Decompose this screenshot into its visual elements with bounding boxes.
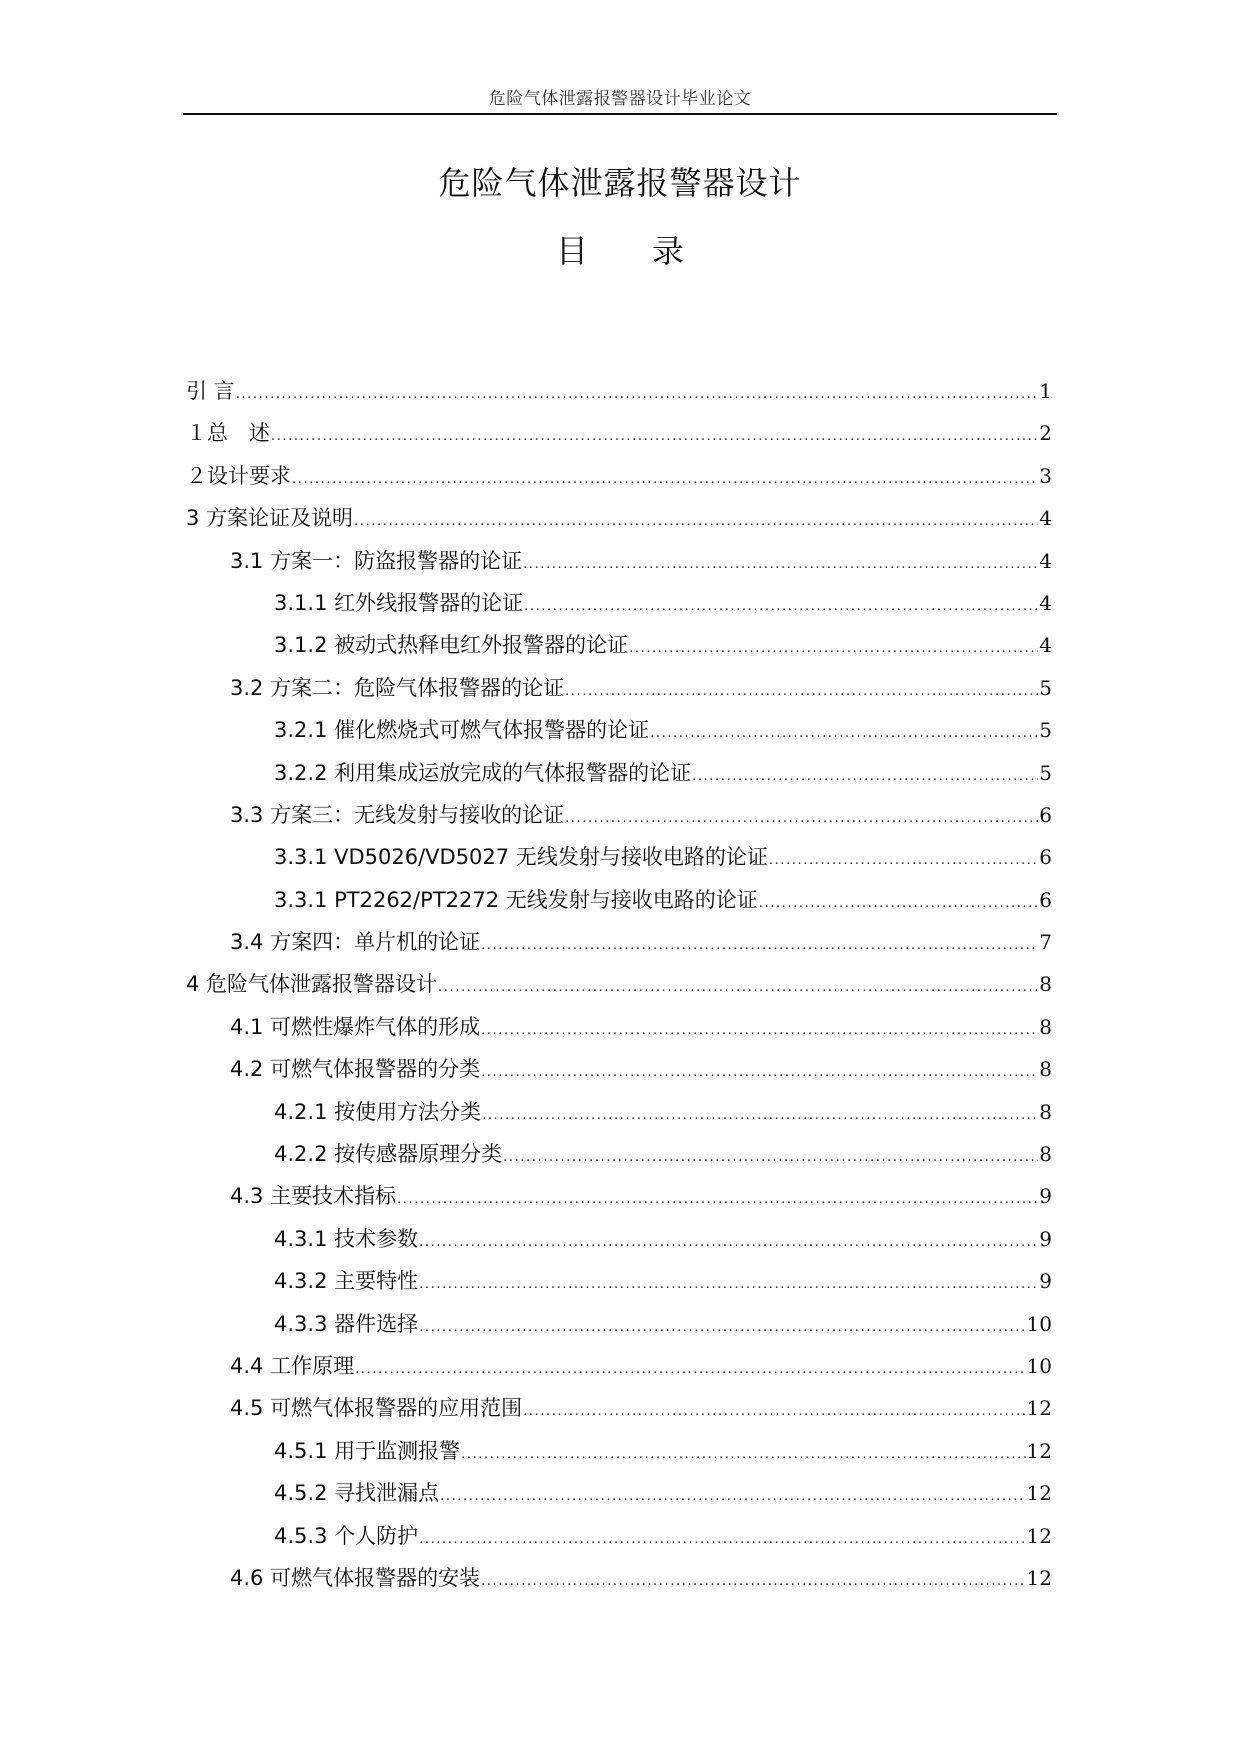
document-title: 危险气体泄露报警器设计 [438,164,802,202]
toc-dot-leader [481,1561,1025,1603]
toc-entry[interactable] [186,752,1052,794]
toc-dot-leader [419,1307,1025,1349]
toc-entry-page-number: 4 [1039,633,1052,658]
toc-entry-page-number: 12 [1026,1565,1052,1590]
toc-entry-title: 4.3.1 技术参数 [274,1226,419,1251]
running-header: 危险气体泄露报警器设计毕业论文 [488,89,752,109]
toc-dot-leader [523,544,1038,586]
toc-dot-leader [481,1052,1038,1094]
toc-entry-title: 4.5.3 个人防护 [274,1523,419,1548]
toc-entry[interactable] [186,1472,1052,1514]
toc-entry-page-number: 10 [1026,1311,1052,1336]
toc-entry-page-number: 3 [1039,463,1052,488]
toc-entry[interactable] [186,497,1052,539]
toc-dot-leader [397,1179,1038,1221]
toc-entry-page-number: 8 [1039,972,1052,997]
toc-dot-leader [355,1349,1025,1391]
toc-entry[interactable] [186,836,1052,878]
toc-entry[interactable] [186,1387,1052,1429]
toc-entry-title: 3.4 方案四：单片机的论证 [230,930,481,955]
toc-entry[interactable] [186,1345,1052,1387]
toc-entry-title: １总 述 [186,421,270,446]
toc-entry-page-number: 8 [1039,1142,1052,1167]
toc-entry-title: 3.1.1 红外线报警器的论证 [274,590,524,615]
toc-entry-page-number: 6 [1039,887,1052,912]
toc-dot-leader [236,374,1039,416]
toc-entry[interactable] [186,1091,1052,1133]
toc-entry-page-number: 8 [1039,1057,1052,1082]
toc-entry-page-number: 12 [1026,1396,1052,1421]
toc-dot-leader [419,1222,1038,1264]
toc-entry-title: 4.5.1 用于监测报警 [274,1438,461,1463]
toc-dot-leader [482,1095,1038,1137]
toc-dot-leader [419,1519,1025,1561]
toc-dot-leader [440,1476,1025,1518]
toc-dot-leader [769,840,1038,882]
toc-entry-title: 4.3.2 主要特性 [274,1269,419,1294]
toc-dot-leader [461,1434,1025,1476]
toc-entry[interactable] [186,794,1052,836]
toc-entry-title: 4.5 可燃气体报警器的应用范围 [230,1396,523,1421]
toc-entry[interactable] [186,1175,1052,1217]
toc-entry-page-number: 12 [1026,1438,1052,1463]
toc-entry-title: 4 危险气体泄露报警器设计 [186,972,438,997]
toc-entry-page-number: 2 [1039,421,1052,446]
toc-entry-page-number: 8 [1039,1099,1052,1124]
toc-entry-title: 3.2.2 利用集成运放完成的气体报警器的论证 [274,760,692,785]
toc-dot-leader [524,586,1038,628]
toc-dot-leader [354,501,1038,543]
toc-dot-leader [759,883,1039,925]
toc-entry-title: 4.5.2 寻找泄漏点 [274,1481,440,1506]
toc-entry-title: 4.3 主要技术指标 [230,1184,397,1209]
toc-entry[interactable] [186,455,1052,497]
toc-entry-title: 3.1 方案一：防盗报警器的论证 [230,548,523,573]
toc-entry-title: 4.2.1 按使用方法分类 [274,1099,482,1124]
toc-entry-title: 4.1 可燃性爆炸气体的形成 [230,1014,481,1039]
toc-entry-title: 3.3 方案三：无线发射与接收的论证 [230,802,565,827]
toc-entry[interactable] [186,540,1052,582]
toc-entry-page-number: 7 [1039,930,1052,955]
toc-entry[interactable] [186,921,1052,963]
toc-entry[interactable] [186,412,1052,454]
toc-entry[interactable] [186,370,1052,412]
toc-heading: 目 录 [555,232,684,270]
toc-dot-leader [292,459,1038,501]
toc-entry-title: 4.4 工作原理 [230,1353,355,1378]
toc-entry[interactable] [186,667,1052,709]
table-of-contents [186,370,1052,1599]
toc-entry-page-number: 9 [1039,1226,1052,1251]
toc-dot-leader [419,1264,1038,1306]
toc-entry-title: ２设计要求 [186,463,291,488]
toc-entry-page-number: 5 [1039,675,1052,700]
toc-entry[interactable] [186,709,1052,751]
toc-entry[interactable] [186,1303,1052,1345]
toc-entry[interactable] [186,1515,1052,1557]
toc-dot-leader [565,671,1038,713]
toc-entry-page-number: 12 [1026,1481,1052,1506]
toc-entry[interactable] [186,1006,1052,1048]
toc-dot-leader [523,1391,1025,1433]
toc-dot-leader [481,925,1038,967]
toc-entry[interactable] [186,879,1052,921]
toc-entry[interactable] [186,963,1052,1005]
toc-entry-page-number: 12 [1026,1523,1052,1548]
toc-entry[interactable] [186,1133,1052,1175]
toc-dot-leader [650,713,1038,755]
toc-entry-title: 3.2.1 催化燃烧式可燃气体报警器的论证 [274,718,650,743]
toc-entry-title: 4.2.2 按传感器原理分类 [274,1142,503,1167]
toc-entry[interactable] [186,1048,1052,1090]
toc-entry-title: 4.6 可燃气体报警器的安装 [230,1565,481,1590]
toc-entry-page-number: 6 [1039,845,1052,870]
toc-dot-leader [692,756,1038,798]
toc-dot-leader [438,967,1038,1009]
toc-entry-title: 3.2 方案二：危险气体报警器的论证 [230,675,565,700]
toc-entry-page-number: 5 [1039,718,1052,743]
toc-entry-title: 3 方案论证及说明 [186,506,354,531]
toc-entry-title: 引 言 [186,379,235,403]
toc-dot-leader [481,1010,1038,1052]
toc-entry-title: 4.3.3 器件选择 [274,1311,419,1336]
toc-entry-title: 3.3.1 VD5026/VD5027 无线发射与接收电路的论证 [274,845,768,870]
header-rule [183,113,1057,115]
toc-entry[interactable] [186,1430,1052,1472]
toc-entry[interactable] [186,582,1052,624]
toc-entry-page-number: 4 [1039,548,1052,573]
toc-entry-page-number: 9 [1039,1269,1052,1294]
toc-dot-leader [565,798,1038,840]
toc-entry[interactable] [186,1218,1052,1260]
toc-entry[interactable] [186,624,1052,666]
toc-entry[interactable] [186,1557,1052,1599]
toc-entry-page-number: 8 [1039,1014,1052,1039]
toc-dot-leader [629,628,1038,670]
toc-entry-page-number: 4 [1039,590,1052,615]
toc-entry-page-number: 5 [1039,760,1052,785]
toc-entry-title: 3.1.2 被动式热释电红外报警器的论证 [274,633,629,658]
toc-entry[interactable] [186,1260,1052,1302]
toc-entry-title: 3.3.1 PT2262/PT2272 无线发射与接收电路的论证 [274,887,758,912]
toc-entry-page-number: 1 [1039,379,1052,403]
toc-entry-page-number: 10 [1026,1353,1052,1378]
toc-dot-leader [503,1137,1038,1179]
toc-entry-page-number: 6 [1039,802,1052,827]
toc-entry-page-number: 4 [1039,506,1052,531]
toc-entry-page-number: 9 [1039,1184,1052,1209]
toc-dot-leader [271,416,1038,458]
toc-entry-title: 4.2 可燃气体报警器的分类 [230,1057,481,1082]
